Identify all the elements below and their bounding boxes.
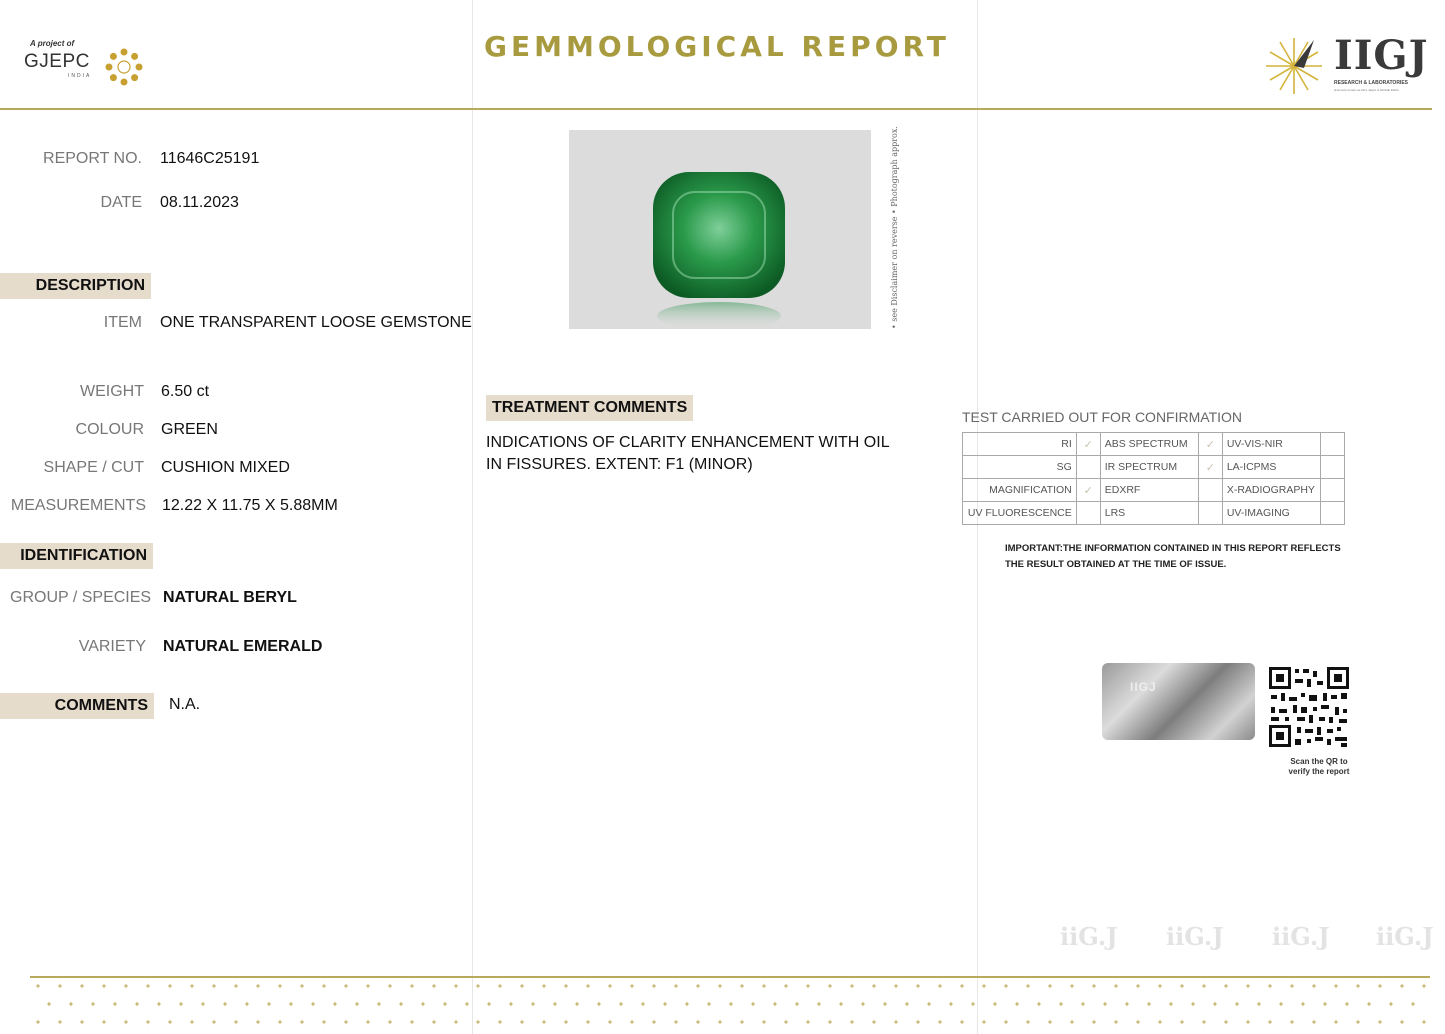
star-icon (1058, 1001, 1063, 1006)
star-icon (563, 1019, 568, 1024)
star-icon (596, 1001, 601, 1006)
watermark-iigj: iiG.J (1272, 922, 1330, 951)
star-icon (222, 1001, 227, 1006)
star-icon (673, 983, 678, 988)
star-icon (695, 983, 700, 988)
star-icon (1025, 1019, 1030, 1024)
star-icon (1399, 983, 1404, 988)
star-icon (849, 983, 854, 988)
star-icon (1355, 983, 1360, 988)
star-icon (453, 983, 458, 988)
tests-title: TEST CARRIED OUT FOR CONFIRMATION (962, 409, 1243, 425)
variety-label: VARIETY (78, 638, 146, 655)
star-icon (937, 1019, 942, 1024)
date-value: 08.11.2023 (160, 194, 239, 211)
star-icon (1146, 1001, 1151, 1006)
star-icon (211, 983, 216, 988)
star-icon (541, 983, 546, 988)
watermark-iigj: iiG.J (1166, 922, 1224, 951)
star-icon (332, 1001, 337, 1006)
star-icon (629, 1019, 634, 1024)
report-title: GEMMOLOGICAL REPORT (484, 30, 950, 63)
star-icon (497, 1019, 502, 1024)
star-icon (959, 983, 964, 988)
weight-label: WEIGHT (80, 383, 144, 400)
star-icon (475, 1019, 480, 1024)
star-icon (178, 1001, 183, 1006)
test-check-empty (1198, 502, 1222, 525)
star-icon (1311, 983, 1316, 988)
shape-label: SHAPE / CUT (43, 459, 144, 476)
star-icon (1135, 1019, 1140, 1024)
identification-heading: IDENTIFICATION (0, 543, 153, 569)
star-icon (233, 983, 238, 988)
star-icon (519, 983, 524, 988)
star-icon (1355, 1019, 1360, 1024)
star-icon (475, 983, 480, 988)
star-icon (68, 1001, 73, 1006)
star-icon (255, 983, 260, 988)
star-icon (1168, 1001, 1173, 1006)
star-icon (1300, 1001, 1305, 1006)
star-icon (970, 1001, 975, 1006)
star-icon (321, 983, 326, 988)
star-icon (739, 983, 744, 988)
star-icon (1069, 1019, 1074, 1024)
test-cell: MAGNIFICATION (963, 479, 1077, 502)
star-icon (1080, 1001, 1085, 1006)
star-icon (629, 983, 634, 988)
star-icon (937, 983, 942, 988)
qr-note: Scan the QR to verify the report (1288, 757, 1350, 776)
star-icon (508, 1001, 513, 1006)
star-icon (750, 1001, 755, 1006)
test-check-empty (1076, 502, 1100, 525)
star-icon (541, 1019, 546, 1024)
star-icon (838, 1001, 843, 1006)
star-icon (167, 983, 172, 988)
star-icon (244, 1001, 249, 1006)
colour-label: COLOUR (75, 421, 144, 438)
star-icon (904, 1001, 909, 1006)
star-icon (365, 1019, 370, 1024)
star-icon (519, 1019, 524, 1024)
decorative-star-border (30, 978, 1430, 1034)
star-icon (255, 1019, 260, 1024)
star-icon (783, 983, 788, 988)
star-icon (761, 983, 766, 988)
star-icon (299, 1019, 304, 1024)
star-icon (1047, 1019, 1052, 1024)
star-icon (1179, 983, 1184, 988)
star-icon (189, 1019, 194, 1024)
star-icon (1091, 983, 1096, 988)
star-icon (1366, 1001, 1371, 1006)
report-number-label: REPORT NO. (43, 150, 142, 167)
star-icon (486, 1001, 491, 1006)
star-icon (1212, 1001, 1217, 1006)
star-icon (805, 1019, 810, 1024)
star-icon (981, 1019, 986, 1024)
star-icon (90, 1001, 95, 1006)
star-icon (585, 1019, 590, 1024)
test-check-empty (1320, 433, 1344, 456)
star-icon (805, 983, 810, 988)
star-icon (1047, 983, 1052, 988)
test-check-empty (1320, 502, 1344, 525)
gjepc-logo-text: GJEPC (24, 51, 90, 72)
star-icon (387, 983, 392, 988)
star-icon (266, 1001, 271, 1006)
important-label: IMPORTANT: (1005, 543, 1063, 554)
tests-row (963, 456, 1345, 479)
variety-value: NATURAL EMERALD (163, 638, 323, 655)
star-icon (112, 1001, 117, 1006)
gjepc-country: INDIA (68, 73, 92, 79)
star-icon (695, 1019, 700, 1024)
fold-line-left (472, 0, 473, 1034)
test-check-empty (1198, 479, 1222, 502)
star-icon (134, 1001, 139, 1006)
star-icon (1201, 983, 1206, 988)
test-cell: LRS (1100, 502, 1198, 525)
star-icon (101, 1019, 106, 1024)
star-icon (959, 1019, 964, 1024)
star-icon (35, 1019, 40, 1024)
comments-value: N.A. (169, 696, 201, 713)
star-icon (321, 1019, 326, 1024)
star-icon (783, 1019, 788, 1024)
star-icon (1179, 1019, 1184, 1024)
star-icon (607, 983, 612, 988)
star-icon (376, 1001, 381, 1006)
star-icon (1377, 1019, 1382, 1024)
date-label: DATE (100, 194, 142, 211)
star-icon (640, 1001, 645, 1006)
star-icon (431, 1019, 436, 1024)
star-icon (233, 1019, 238, 1024)
star-icon (981, 983, 986, 988)
star-icon (915, 983, 920, 988)
star-icon (1223, 983, 1228, 988)
star-icon (57, 1019, 62, 1024)
iigj-note: (Formerly known as IGI's Jaipur & GII/GIE Delhi) (1334, 88, 1399, 92)
star-icon (1135, 983, 1140, 988)
measurements-value: 12.22 X 11.75 X 5.88MM (162, 497, 338, 514)
star-icon (453, 1019, 458, 1024)
star-icon (123, 1019, 128, 1024)
star-icon (1267, 1019, 1272, 1024)
star-icon (387, 1019, 392, 1024)
iigj-logo-text: IIGJ (1334, 32, 1429, 79)
star-icon (563, 983, 568, 988)
item-value: ONE TRANSPARENT LOOSE GEMSTONE (160, 314, 472, 331)
star-icon (651, 1019, 656, 1024)
star-icon (46, 1001, 51, 1006)
star-icon (420, 1001, 425, 1006)
star-icon (1201, 1019, 1206, 1024)
iigj-subtitle: RESEARCH & LABORATORIES (1334, 80, 1408, 86)
test-cell: RI (963, 433, 1077, 456)
star-icon (585, 983, 590, 988)
watermark-iigj: iiG.J (1376, 922, 1434, 951)
star-icon (365, 983, 370, 988)
star-icon (145, 983, 150, 988)
photo-disclaimer: • see Disclaimer on reverse • Photograph approx. (890, 126, 899, 329)
report-number: 11646C25191 (160, 150, 260, 167)
star-icon (1289, 1019, 1294, 1024)
check-icon: ✓ (1198, 433, 1222, 456)
star-icon (1399, 1019, 1404, 1024)
star-icon (827, 1019, 832, 1024)
important-note (1005, 541, 1350, 573)
star-icon (310, 1001, 315, 1006)
star-icon (1322, 1001, 1327, 1006)
test-cell: UV FLUORESCENCE (963, 502, 1077, 525)
star-icon (1091, 1019, 1096, 1024)
star-icon (1190, 1001, 1195, 1006)
star-icon (1113, 1019, 1118, 1024)
star-icon (717, 983, 722, 988)
comments-heading: COMMENTS (0, 693, 154, 719)
gem-photo (569, 130, 871, 329)
star-icon (794, 1001, 799, 1006)
star-icon (354, 1001, 359, 1006)
important-text: THE INFORMATION CONTAINED IN THIS REPORT REFLECTS THE RESULT OBTAINED AT THE TIME OF ISSUE. (1005, 543, 1341, 570)
star-icon (893, 983, 898, 988)
group-value: NATURAL BERYL (163, 589, 297, 606)
tests-table (962, 432, 1345, 525)
star-icon (1014, 1001, 1019, 1006)
star-icon (189, 983, 194, 988)
item-label: ITEM (103, 314, 142, 331)
star-icon (1344, 1001, 1349, 1006)
star-icon (277, 1019, 282, 1024)
star-icon (1410, 1001, 1415, 1006)
star-icon (1245, 1019, 1250, 1024)
star-icon (992, 1001, 997, 1006)
star-icon (1157, 983, 1162, 988)
header-rule (0, 108, 1432, 110)
group-label: GROUP / SPECIES (10, 589, 152, 606)
star-icon (1333, 1019, 1338, 1024)
star-icon (607, 1019, 612, 1024)
star-icon (1311, 1019, 1316, 1024)
hologram-sticker (1102, 663, 1255, 740)
star-icon (1388, 1001, 1393, 1006)
star-icon (739, 1019, 744, 1024)
star-icon (1234, 1001, 1239, 1006)
star-icon (409, 983, 414, 988)
star-icon (706, 1001, 711, 1006)
tests-row (963, 479, 1345, 502)
star-icon (552, 1001, 557, 1006)
treatment-heading: TREATMENT COMMENTS (486, 395, 693, 421)
star-icon (1267, 983, 1272, 988)
star-icon (1102, 1001, 1107, 1006)
test-cell: UV-VIS-NIR (1222, 433, 1320, 456)
star-icon (288, 1001, 293, 1006)
star-icon (882, 1001, 887, 1006)
star-icon (1278, 1001, 1283, 1006)
star-icon (79, 1019, 84, 1024)
star-icon (574, 1001, 579, 1006)
qr-code-icon[interactable] (1269, 667, 1349, 747)
star-icon (343, 1019, 348, 1024)
treatment-text: INDICATIONS OF CLARITY ENHANCEMENT WITH OIL IN FISSURES. EXTENT: F1 (MINOR) (486, 434, 889, 473)
test-check-empty (1320, 479, 1344, 502)
star-icon (1333, 983, 1338, 988)
star-icon (915, 1019, 920, 1024)
star-icon (167, 1019, 172, 1024)
colour-value: GREEN (161, 421, 218, 438)
test-cell: ABS SPECTRUM (1100, 433, 1198, 456)
star-icon (772, 1001, 777, 1006)
star-icon (464, 1001, 469, 1006)
star-icon (79, 983, 84, 988)
tests-row (963, 433, 1345, 456)
check-icon: ✓ (1076, 433, 1100, 456)
shape-value: CUSHION MIXED (161, 459, 290, 476)
star-icon (1003, 1019, 1008, 1024)
test-check-empty (1076, 456, 1100, 479)
star-icon (926, 1001, 931, 1006)
star-icon (1036, 1001, 1041, 1006)
star-icon (761, 1019, 766, 1024)
weight-value: 6.50 ct (161, 383, 210, 400)
star-icon (1113, 983, 1118, 988)
star-icon (57, 983, 62, 988)
star-icon (200, 1001, 205, 1006)
star-icon (1025, 983, 1030, 988)
star-icon (662, 1001, 667, 1006)
star-icon (1289, 983, 1294, 988)
star-icon (442, 1001, 447, 1006)
star-icon (651, 983, 656, 988)
measurements-label: MEASUREMENTS (10, 497, 146, 514)
test-cell: EDXRF (1100, 479, 1198, 502)
star-icon (1256, 1001, 1261, 1006)
star-icon (871, 983, 876, 988)
star-icon (1245, 983, 1250, 988)
star-icon (431, 983, 436, 988)
star-icon (893, 1019, 898, 1024)
star-icon (1124, 1001, 1129, 1006)
star-icon (1421, 983, 1426, 988)
star-icon (1377, 983, 1382, 988)
star-icon (618, 1001, 623, 1006)
gjepc-tagline: A project of (30, 39, 75, 48)
star-icon (156, 1001, 161, 1006)
star-icon (497, 983, 502, 988)
iigj-burst-icon (1264, 36, 1326, 96)
description-heading: DESCRIPTION (0, 273, 151, 299)
star-icon (849, 1019, 854, 1024)
hologram-text: IIGJ (1130, 680, 1157, 694)
star-icon (211, 1019, 216, 1024)
test-cell: IR SPECTRUM (1100, 456, 1198, 479)
star-icon (871, 1019, 876, 1024)
emerald-gem-icon (569, 130, 871, 329)
star-icon (1003, 983, 1008, 988)
check-icon: ✓ (1076, 479, 1100, 502)
tests-row (963, 502, 1345, 525)
star-icon (673, 1019, 678, 1024)
star-icon (1421, 1019, 1426, 1024)
star-icon (398, 1001, 403, 1006)
star-icon (409, 1019, 414, 1024)
check-icon: ✓ (1198, 456, 1222, 479)
star-icon (717, 1019, 722, 1024)
star-icon (1069, 983, 1074, 988)
star-icon (145, 1019, 150, 1024)
star-icon (948, 1001, 953, 1006)
test-cell: LA-ICPMS (1222, 456, 1320, 479)
star-icon (1157, 1019, 1162, 1024)
test-cell: X-RADIOGRAPHY (1222, 479, 1320, 502)
star-icon (35, 983, 40, 988)
star-icon (530, 1001, 535, 1006)
star-icon (277, 983, 282, 988)
gjepc-emblem-icon (104, 47, 144, 87)
star-icon (684, 1001, 689, 1006)
star-icon (827, 983, 832, 988)
star-icon (860, 1001, 865, 1006)
star-icon (299, 983, 304, 988)
star-icon (728, 1001, 733, 1006)
test-cell: UV-IMAGING (1222, 502, 1320, 525)
star-icon (1223, 1019, 1228, 1024)
star-icon (343, 983, 348, 988)
test-check-empty (1320, 456, 1344, 479)
star-icon (123, 983, 128, 988)
test-cell: SG (963, 456, 1077, 479)
star-icon (816, 1001, 821, 1006)
watermark-iigj: iiG.J (1060, 922, 1118, 951)
star-icon (101, 983, 106, 988)
